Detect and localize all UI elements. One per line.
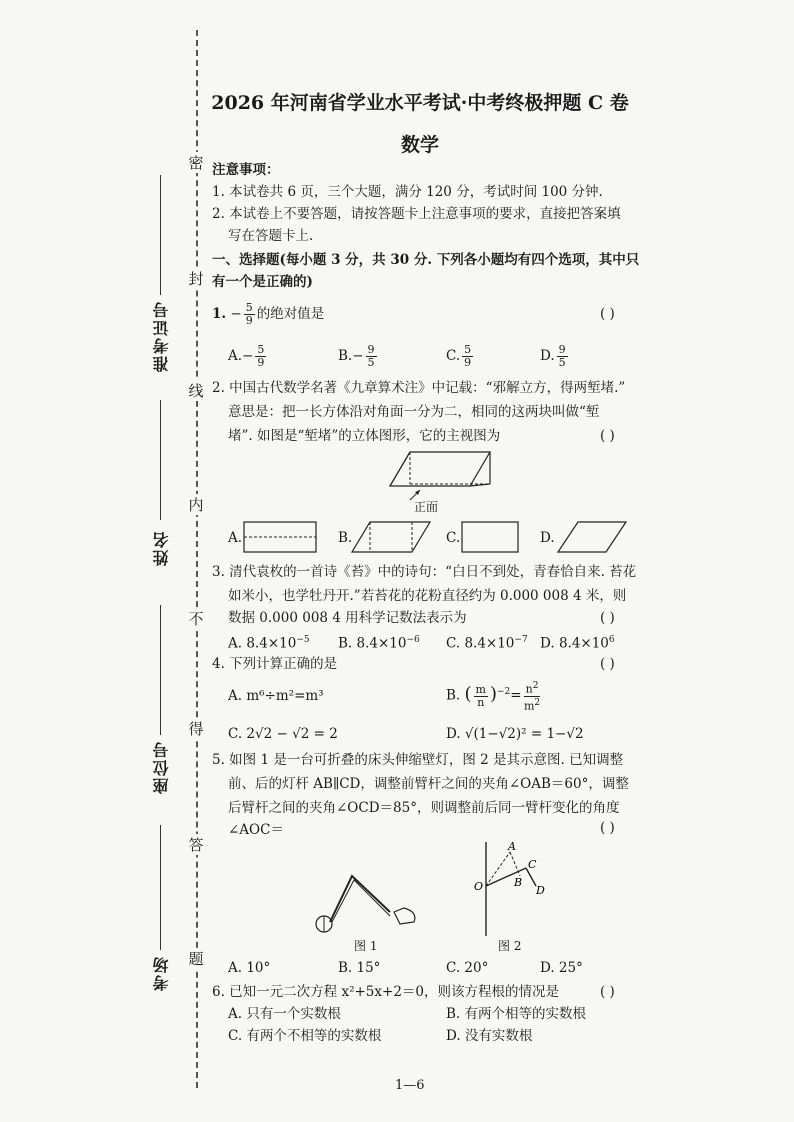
q5-option-d[interactable]: D. 25° xyxy=(540,960,583,976)
q6-option-d[interactable]: D. 没有实数根 xyxy=(446,1028,533,1044)
q3-line-3: 数据 0.000 008 4 用科学记数法表示为 xyxy=(228,610,467,626)
q1-option-c[interactable]: C. $\frac{5}{9}$ xyxy=(446,343,472,369)
q1-answer-paren: ( ) xyxy=(600,306,615,322)
seal-dashed-line xyxy=(196,30,198,1088)
q5-option-a[interactable]: A. 10° xyxy=(228,960,271,976)
q5-wall-lamp-figure xyxy=(310,866,430,938)
field-label-name: 姓名 xyxy=(152,530,171,566)
q4-option-a[interactable]: A. m⁶÷m²=m³ xyxy=(228,688,324,704)
q3-option-d[interactable]: D. $8.4\times 10^6$ xyxy=(540,635,615,652)
q2-line-2: 意思是：把一长方体沿对角面一分为二，相同的这两块叫做“堑 xyxy=(228,404,600,420)
seal-char-ti: 题 xyxy=(184,948,208,969)
q2-option-d-figure[interactable] xyxy=(556,520,628,556)
q4-stem: 4. 下列计算正确的是 xyxy=(212,656,338,672)
point-label-a: A xyxy=(508,840,516,853)
field-line-name xyxy=(160,400,161,520)
q5-line-2: 前、后的灯杆 AB∥CD，调整前臂杆之间的夹角∠OAB＝60°，调整 xyxy=(228,776,629,792)
notes-item-2: 2. 本试卷上不要答题，请按答题卡上注意事项的要求，直接把答案填 xyxy=(212,206,621,222)
q2-qiandu-figure xyxy=(380,446,500,516)
point-label-d: D xyxy=(536,884,545,897)
field-line-room xyxy=(160,825,161,950)
q4-option-d[interactable]: D. √(1−√2)² = 1−√2 xyxy=(446,726,584,742)
q3-option-b[interactable]: B. $8.4\times 10^{-6}$ xyxy=(338,635,420,652)
field-label-room: 考场 xyxy=(152,955,171,991)
q2-option-b-label[interactable]: B. xyxy=(338,530,353,546)
q2-option-c-label[interactable]: C. xyxy=(446,530,461,546)
q1-option-d[interactable]: D. $\frac{9}{5}$ xyxy=(540,343,566,369)
page-number: 1—6 xyxy=(395,1078,425,1093)
q5-schematic-figure xyxy=(470,838,550,938)
section1-heading: 一、选择题(每小题 3 分，共 30 分. 下列各小题均有四个选项，其中只 xyxy=(212,252,640,268)
seal-char-xian: 线 xyxy=(184,380,208,401)
q2-front-label: 正面 xyxy=(414,500,439,514)
q4-answer-paren: ( ) xyxy=(600,656,615,672)
seal-char-bu: 不 xyxy=(184,608,208,629)
notes-item-2-cont: 写在答题卡上. xyxy=(228,228,314,244)
q5-line-4: ∠AOC＝ xyxy=(228,822,284,838)
field-label-exam-id: 准考证号 xyxy=(152,300,171,372)
q5-answer-paren: ( ) xyxy=(600,820,615,836)
notes-item-1: 1. 本试卷共 6 页，三个大题，满分 120 分，考试时间 100 分钟. xyxy=(212,184,603,200)
q5-fig1-caption: 图 1 xyxy=(354,939,378,953)
q5-line-3: 后臂杆之间的夹角∠OCD＝85°，则调整前后同一臂杆变化的角度 xyxy=(228,800,620,816)
q3-option-a[interactable]: A. $8.4\times 10^{-5}$ xyxy=(228,635,310,652)
q4-option-b[interactable]: B. ( $\frac{m}{n}$ )$^{-2}$= $\frac{n^2}{m^2}$ xyxy=(446,681,541,713)
q1-stem: 1. − $\frac{5}{9}$ 的绝对值是 xyxy=(212,301,325,327)
q6-option-c[interactable]: C. 有两个不相等的实数根 xyxy=(228,1028,382,1044)
seal-char-de: 得 xyxy=(184,718,208,739)
q4-option-c[interactable]: C. 2√2 − √2 = 2 xyxy=(228,726,338,742)
subject-title: 数学 xyxy=(400,134,439,156)
q2-line-3: 堵”. 如图是“堑堵”的立体图形，它的主视图为 xyxy=(228,428,501,444)
q2-option-c-figure[interactable] xyxy=(460,520,522,556)
point-label-o: O xyxy=(474,880,484,893)
point-label-b: B xyxy=(514,876,523,889)
q5-option-b[interactable]: B. 15° xyxy=(338,960,381,976)
q3-answer-paren: ( ) xyxy=(600,610,615,626)
point-label-c: C xyxy=(528,858,537,871)
q2-option-b-figure[interactable] xyxy=(350,520,432,556)
notes-heading: 注意事项： xyxy=(212,162,280,178)
q6-option-b[interactable]: B. 有两个相等的实数根 xyxy=(446,1006,587,1022)
q2-line-1: 2. 中国古代数学名著《九章算术注》中记载：“邪解立方，得两堑堵.” xyxy=(212,380,626,396)
q2-answer-paren: ( ) xyxy=(600,428,615,444)
section1-heading-cont: 有一个是正确的) xyxy=(212,274,313,290)
q5-line-1: 5. 如图 1 是一台可折叠的床头伸缩壁灯，图 2 是其示意图. 已知调整 xyxy=(212,752,624,768)
field-label-seat: 座位号 xyxy=(152,740,171,794)
q2-option-d-label[interactable]: D. xyxy=(540,530,555,546)
q6-stem: 6. 已知一元二次方程 x²+5x+2＝0，则该方程根的情况是 xyxy=(212,984,559,1000)
q2-option-a-label[interactable]: A. xyxy=(228,530,243,546)
q3-option-c[interactable]: C. $8.4\times 10^{-7}$ xyxy=(446,635,528,652)
q5-option-c[interactable]: C. 20° xyxy=(446,960,489,976)
seal-char-mi: 密 xyxy=(184,152,208,173)
exam-title: 2026 年河南省学业水平考试·中考终极押题 C 卷 xyxy=(211,92,629,114)
q2-option-a-figure[interactable] xyxy=(242,520,322,556)
q3-line-2: 如米小，也学牡丹开.”若苔花的花粉直径约为 0.000 008 4 米，则 xyxy=(228,588,627,604)
q5-fig2-caption: 图 2 xyxy=(498,939,522,953)
q3-line-1: 3. 清代袁枚的一首诗《苔》中的诗句：“白日不到处，青春恰自来. 苔花 xyxy=(212,564,637,580)
seal-char-da: 答 xyxy=(184,834,208,855)
q6-answer-paren: ( ) xyxy=(600,984,615,1000)
q1-option-b[interactable]: B.− $\frac{9}{5}$ xyxy=(338,343,375,369)
seal-char-feng: 封 xyxy=(184,268,208,289)
field-line-seat xyxy=(160,605,161,735)
q1-option-a[interactable]: A.− $\frac{5}{9}$ xyxy=(228,343,265,369)
field-line-exam-id xyxy=(160,175,161,295)
q6-option-a[interactable]: A. 只有一个实数根 xyxy=(228,1006,341,1022)
seal-char-nei: 内 xyxy=(184,494,208,515)
